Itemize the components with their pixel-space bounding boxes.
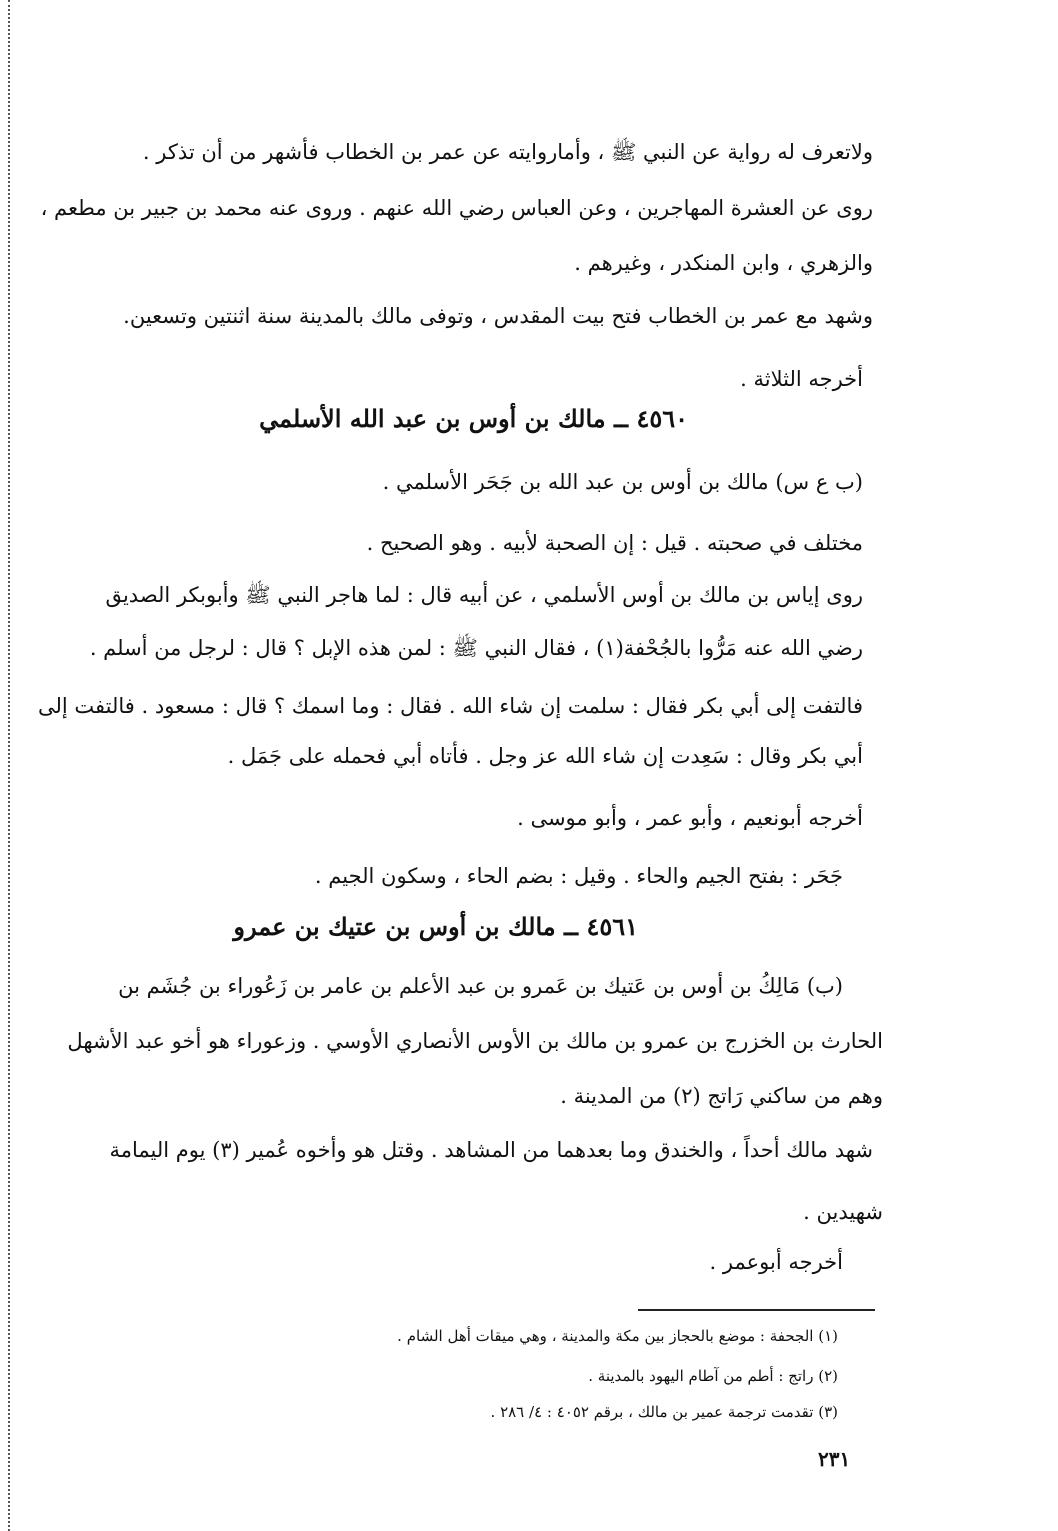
page-number: ٢٣١: [818, 1447, 851, 1471]
text-line: مختلف في صحبته . قيل : إن الصحبة لأبيه . وهو الصحيح .: [366, 531, 863, 555]
text-line: رضي الله عنه مَرُّوا بالجُحْفة(١) ، فقال النبي ﷺ : لمن هذه الإبل ؟ قال : لرجل من أسلم .: [89, 636, 863, 660]
footnote: (٢) راتج : أطم من آطام اليهود بالمدينة .: [588, 1367, 838, 1385]
text-line: والزهري ، وابن المنكدر ، وغيرهم .: [574, 251, 873, 275]
entry-heading: ٤٥٦١ ــ مالك بن أوس بن عتيك بن عمرو: [233, 912, 638, 941]
text-line: (ب ع س) مالك بن أوس بن عبد الله بن جَحَر الأسلمي .: [382, 470, 863, 494]
text-line: أخرجه أبوعمر .: [709, 1250, 843, 1274]
text-line: (ب) مَالِكُ بن أوس بن عَتيك بن عَمرو بن عبد الأعلم بن عامر بن زَعُوراء بن جُشَم بن: [118, 974, 843, 998]
text-line: أخرجه أبونعيم ، وأبو عمر ، وأبو موسى .: [517, 806, 863, 830]
footnote-rule: [638, 1309, 875, 1311]
text-line: الحارث بن الخزرج بن عمرو بن مالك بن الأوس الأنصاري الأوسي . وزعوراء هو أخو عبد الأشهل: [67, 1029, 883, 1053]
text-line: شهيدين .: [803, 1200, 883, 1224]
text-line: أخرجه الثلاثة .: [740, 367, 863, 391]
text-line: فالتفت إلى أبي بكر فقال : سلمت إن شاء الله . فقال : وما اسمك ؟ قال : مسعود . فالتفت إلى: [38, 694, 863, 718]
text-line: وشهد مع عمر بن الخطاب فتح بيت المقدس ، وتوفى مالك بالمدينة سنة اثنتين وتسعين.: [123, 304, 873, 328]
text-line: أبي بكر وقال : سَعِدت إن شاء الله عز وجل . فأتاه أبي فحمله على جَمَل .: [227, 744, 863, 768]
footnote: (١) الجحفة : موضع بالحجاز بين مكة والمدينة ، وهي ميقات أهل الشام .: [397, 1327, 838, 1345]
entry-heading: ٤٥٦٠ ــ مالك بن أوس بن عبد الله الأسلمي: [259, 404, 688, 433]
text-line: وهم من ساكني رَاتج (٢) من المدينة .: [560, 1084, 883, 1108]
text-line: روى إياس بن مالك بن أوس الأسلمي ، عن أبيه قال : لما هاجر النبي ﷺ وأبوبكر الصديق: [105, 583, 863, 607]
text-line: ولاتعرف له رواية عن النبي ﷺ ، وأماروايته عن عمر بن الخطاب فأشهر من أن تذكر .: [142, 140, 873, 164]
text-line: روى عن العشرة المهاجرين ، وعن العباس رضي الله عنهم . وروى عنه محمد بن جبير بن مطعم ،: [40, 196, 873, 220]
text-line: جَحَر : بفتح الجيم والحاء . وقيل : بضم الحاء ، وسكون الجيم .: [314, 864, 843, 888]
footnote: (٣) تقدمت ترجمة عمير بن مالك ، برقم ٤٠٥٢ : ٤/ ٢٨٦ .: [490, 1403, 838, 1421]
text-line: شهد مالك أحداً ، والخندق وما بعدهما من المشاهد . وقتل هو وأخوه عُمير (٣) يوم اليمامة: [109, 1138, 873, 1162]
